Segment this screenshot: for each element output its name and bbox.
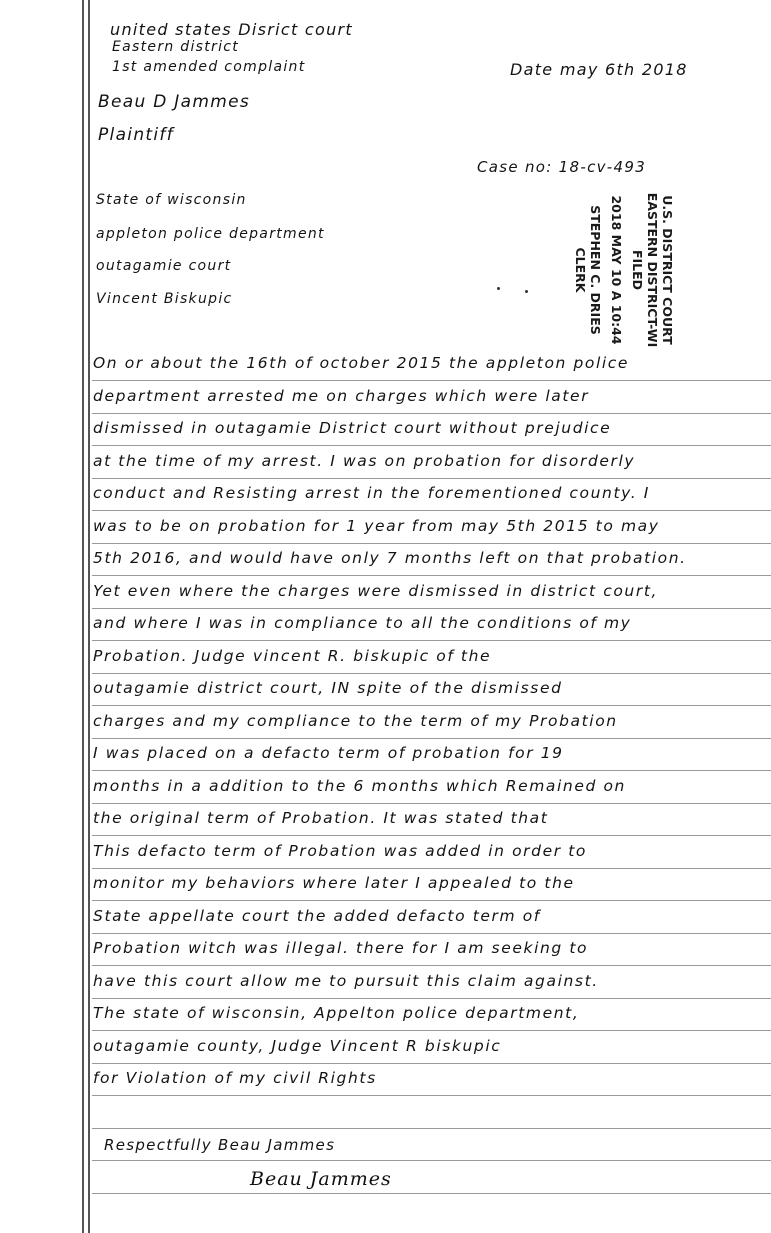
body-line: conduct and Resisting arrest in the forementioned county. I [93,484,650,502]
body-line: Yet even where the charges were dismissed in district court, [93,581,659,600]
ruled-line [92,543,771,544]
defendant-item: Vincent Biskupic [96,291,233,307]
ruled-line [92,770,771,771]
body-line: This defacto term of Probation was added in order to [93,841,587,860]
body-line: charges and my compliance to the term of my Probation [93,711,618,730]
ruled-line [92,1030,771,1031]
body-line: have this court allow me to pursuit this claim against. [93,971,599,990]
complaint-title: 1st amended complaint [112,59,306,75]
stamp-line: FILED [630,249,645,291]
body-line: monitor my behaviors where later I appealed to the [93,874,575,892]
ruled-line [92,738,771,739]
ruled-line [92,445,771,446]
defendant-item: appleton police department [96,226,325,242]
stamp-line: U.S. DISTRICT COURT [660,195,675,345]
stamp-line: CLERK [573,247,588,293]
ruled-line [92,1193,771,1194]
margin-line-left [82,0,84,1233]
court-name: united states Disrict court [110,20,353,39]
ink-speck [525,290,528,293]
body-line: months in a addition to the 6 months which Remained on [93,776,626,795]
ruled-line [92,575,771,576]
ruled-line [92,640,771,641]
body-line: at the time of my arrest. I was on probation for disorderly [93,451,636,470]
ruled-line [92,803,771,804]
body-line: was to be on probation for 1 year from may 5th 2015 to may [93,516,660,535]
stamp-line: EASTERN DISTRICT-WI [645,192,660,348]
ruled-line [92,380,771,381]
body-line: department arrested me on charges which were later [93,386,590,405]
court-district: Eastern district [112,39,240,55]
ruled-line [92,478,771,479]
defendant-item: outagamie court [96,258,232,274]
body-line: and where I was in compliance to all the conditions of my [93,614,632,632]
ruled-line [92,900,771,901]
ruled-line [92,965,771,966]
defendant-item: State of wisconsin [96,192,247,208]
filed-stamp [550,192,700,348]
ruled-line [92,510,771,511]
body-line: Probation witch was illegal. there for I am seeking to [93,939,589,957]
ruled-line [92,835,771,836]
body-line: for Violation of my civil Rights [93,1069,377,1087]
ink-speck [497,287,500,290]
filing-date: Date may 6th 2018 [510,60,688,79]
body-line: The state of wisconsin, Appelton police department, [93,1004,580,1022]
ruled-line [92,608,771,609]
ruled-line [92,1063,771,1064]
body-line: State appellate court the added defacto term of [93,906,541,925]
body-line: outagamie county, Judge Vincent R biskupic [93,1036,502,1055]
plaintiff-name: Beau D Jammes [98,92,250,112]
stamp-line: STEPHEN C. DRIES [588,205,603,335]
signature: Beau Jammes [250,1168,392,1190]
ruled-line [92,1160,771,1161]
plaintiff-label: Plaintiff [98,125,174,145]
body-line: dismissed in outagamie District court without prejudice [93,419,612,437]
body-line: 5th 2016, and would have only 7 months left on that probation. [93,549,687,567]
margin-line-right [88,0,90,1233]
body-line: outagamie district court, IN spite of the dismissed [93,679,563,697]
body-line: Probation. Judge vincent R. biskupic of the [93,646,492,665]
body-line: I was placed on a defacto term of probation for 19 [93,744,564,762]
valediction: Respectfully Beau Jammes [104,1136,336,1154]
ruled-line [92,673,771,674]
stamp-line: 2018 MAY 10 A 10:44 [609,195,624,345]
body-line: the original term of Probation. It was stated that [93,809,549,827]
ruled-line [92,868,771,869]
ruled-line [92,998,771,999]
case-number: Case no: 18-cv-493 [477,158,647,176]
ruled-line [92,933,771,934]
ruled-line [92,1095,771,1096]
ruled-line [92,413,771,414]
ruled-line [92,1128,771,1129]
ruled-line [92,705,771,706]
body-line: On or about the 16th of october 2015 the appleton police [93,354,630,372]
